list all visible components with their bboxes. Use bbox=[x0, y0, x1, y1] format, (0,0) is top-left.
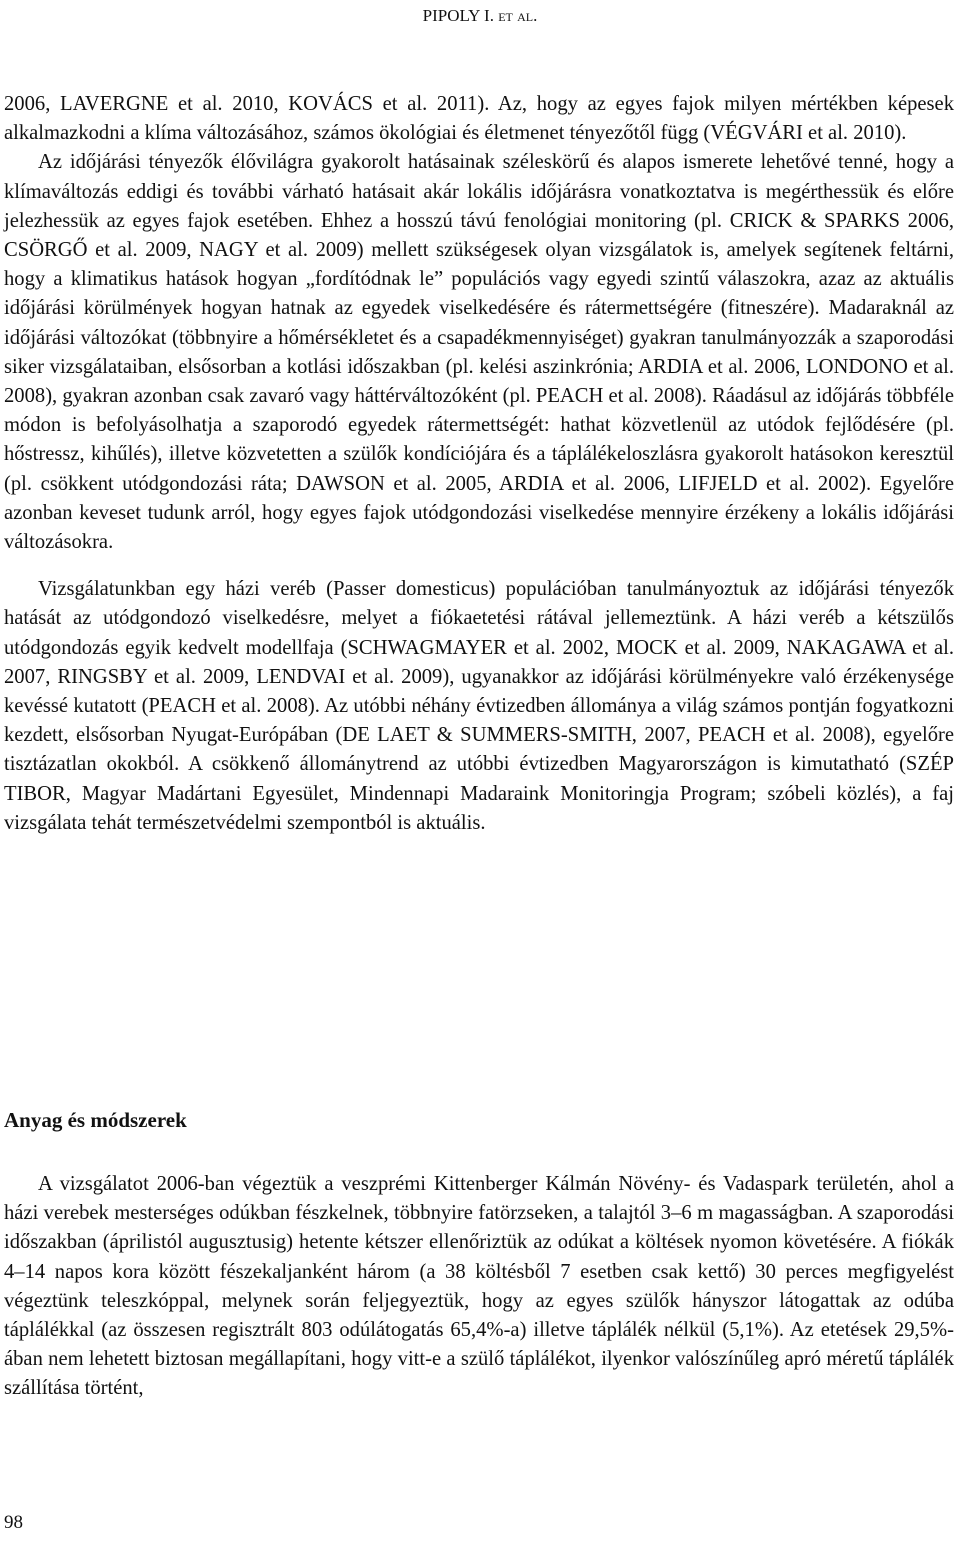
running-header bbox=[0, 6, 960, 26]
paragraph-weather-effects: Az időjárási tényezők élővilágra gyakorolt hatásainak széleskörű és alapos ismerete lehetővé tenné, hogy a klímaváltozás eddigi és további várható hatásait akár lokális időjárásra vonatkoztatva is megérthessük és előre jelezhessük az egyes fajok esetében. Ehhez a hosszú távú fenológiai monitoring (pl. CRICK & SPARKS 2006, CSÖRGŐ et al. 2009, NAGY et al. 2009) mellett szükségesek olyan vizsgálatok is, amelyek segítenek feltárni, hogy a klimatikus hatások hogyan „fordítódnak le” populációs vagy egyedi szintű válaszokra, azaz az aktuális időjárási körülmények hogyan hatnak az egyedek viselkedésére és rátermettségére (fitneszére). Madaraknál az időjárási változókat (többnyire a hőmérsékletet és a csapadékmennyiséget) gyakran tanulmányozzák a szaporodási siker vizsgálataiban, elsősorban a kotlási időszakban (pl. kelési aszinkrónia; ARDIA et al. 2006, LONDONO et al. 2008), gyakran azonban csak zavaró vagy háttérváltozóként (pl. PEACH et al. 2008). Ráadásul az időjárás többféle módon is befolyásolhatja a szaporodó egyedek rátermettségét: hathat közvetlenül az utódok fejlődésére (pl. hőstressz, kihűlés), illetve közvetetten a szülők kondíciójára és a táplálékeloszlásra gyakorolt hatásokon keresztül (pl. csökkent utódgondozási ráta; DAWSON et al. 2005, ARDIA et al. 2006, LIFJELD et al. 2002). Egyelőre azonban keveset tudunk arról, hogy egyes fajok utódgondozási viselkedése mennyire érzékeny a lokális időjárási változásokra. bbox=[4, 151, 954, 554]
paragraph-study-aim: Vizsgálatunkban egy házi veréb (Passer domesticus) populációban tanulmányoztuk az időjárási tényezők hatását az utódgondozó viselkedésre, melyet a fiókaetetési rátával jellemeztünk. A házi veréb a kétszülős utódgondozás egyik kedvelt modellfaja (SCHWAGMAYER et al. 2002, MOCK et al. 2009, NAKAGAWA et al. 2007, RINGSBY et al. 2009, LENDVAI et al. 2009), ugyanakkor az időjárási körülményekre való érzékenysége kevéssé kutatott (PEACH et al. 2008). Az utóbbi néhány évtizedben állománya a világ számos pontján fogyatkozni kezdett, elsősorban Nyugat-Európában (DE LAET & SUMMERS-SMITH, 2007, PEACH et al. 2008), egyelőre tisztázatlan okokból. A csökkenő állománytrend az utóbbi évtizedben Magyarországon is kimutatható (SZÉP TIBOR, Magyar Madártani Egyesület, Mindennapi Madaraink Monitoringja Program; szóbeli közlés), a faj vizsgálata tehát természetvédelmi szempontból is aktuális. bbox=[4, 578, 954, 834]
paragraph-methods: A vizsgálatot 2006-ban végeztük a veszprémi Kittenberger Kálmán Növény- és Vadaspark területén, ahol a házi verebek mesterséges odúkban fészkelnek, többnyire fatörzseken, a talajtól 3–6 m magasságban. A szaporodási időszakban (áprilistól augusztusig) hetente kétszer ellenőriztük az odúkat a költések nyomon követésére. A fiókák 4–14 napos kora között fészekaljanként három (a 38 költésből 7 esetben csak kettő) 30 perces megfigyelést végeztünk teleszkóppal, melynek során feljegyeztük, hogy az egyes szülők hányszor látogattak az odúba táplálékkal (az összesen regisztrált 803 odúlátogatás 65,4%-a) illetve táplálék nélkül (5,1%). Az etetések 29,5%-ában nem lehetett biztosan megállapítani, hogy vitt-e a szülő táplálékot, ilyenkor valószínűleg apró méretű táplálék szállítása történt, bbox=[4, 1173, 954, 1400]
section-heading: Anyag és módszerek bbox=[4, 1108, 187, 1132]
methods-text bbox=[4, 1170, 954, 1404]
body-text bbox=[4, 90, 954, 838]
page-number: 98 bbox=[4, 1512, 23, 1533]
running-head-text: PIPOLY I. et al. bbox=[422, 6, 538, 25]
paragraph-continuation: 2006, LAVERGNE et al. 2010, KOVÁCS et al. 2011). Az, hogy az egyes fajok milyen mértékben képesek alkalmazkodni a klíma változásához, számos ökológiai és életmenet tényezőtől függ (VÉGVÁRI et al. 2010). bbox=[4, 93, 954, 145]
